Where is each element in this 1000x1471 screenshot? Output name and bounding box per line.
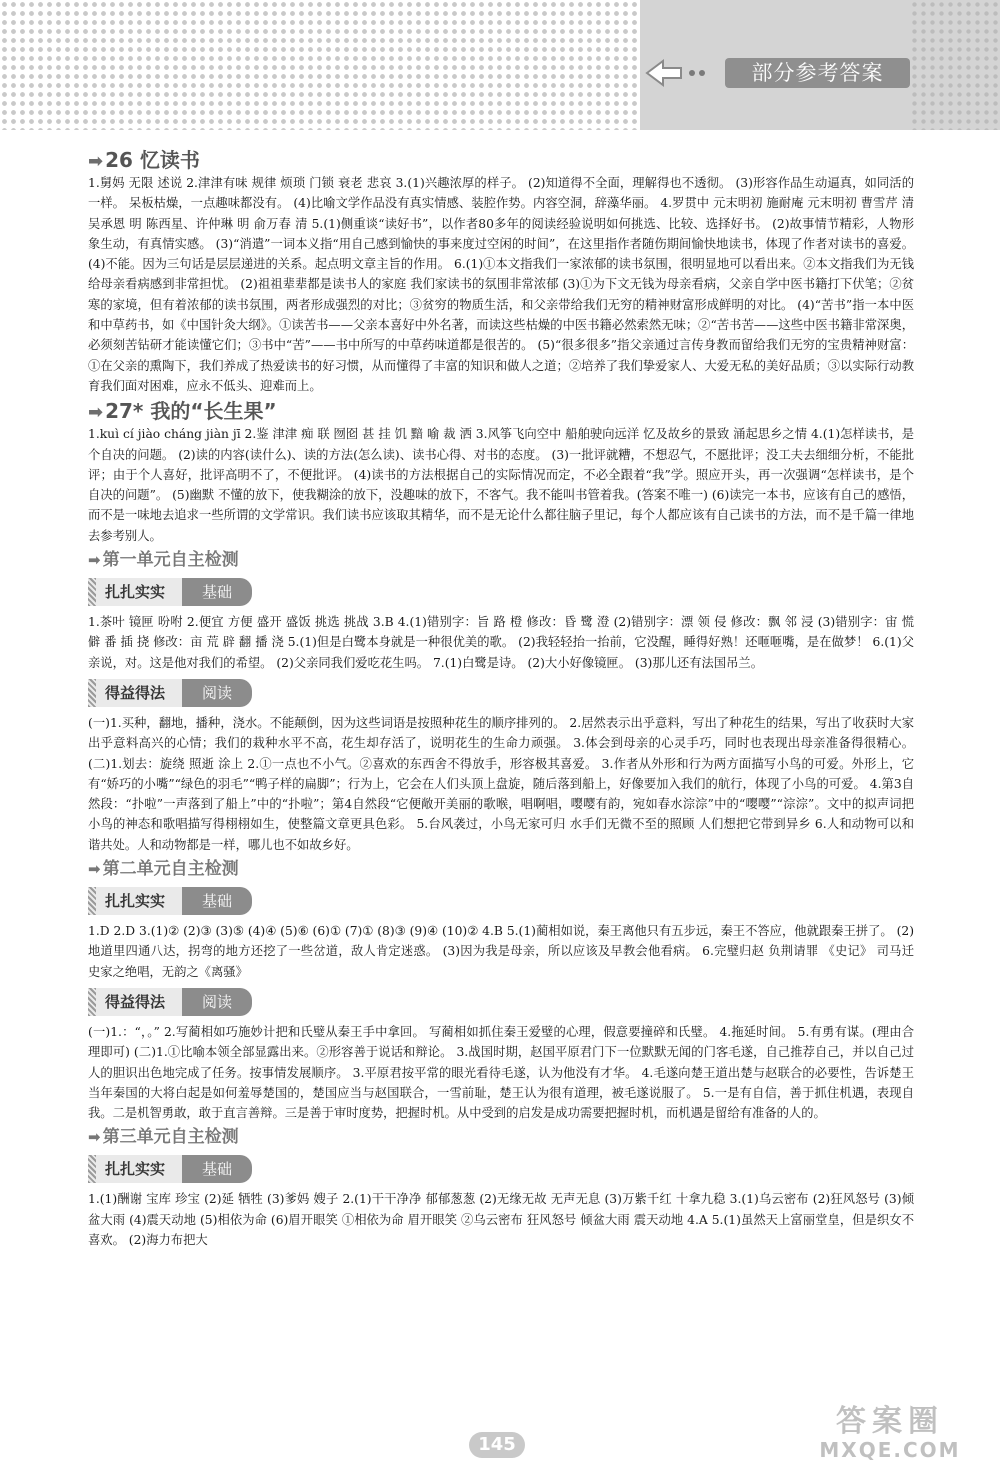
header-dot-pattern bbox=[0, 0, 640, 130]
unit-2-reading-answers: (一)1.：“，。” 2.写蔺相如巧施妙计把和氏璧从秦王手中拿回。 写蔺相如抓住秦王爱璧的心理，假意要撞碎和氏璧。 4.拖延时间。 5.有勇有谋。(理由合理即可) (二)1.①比喻本领全部显露出来。②形容善于说话和辩论。 3.战国时期，赵国平原君门下一位默默无闻的门客毛遂，自己推荐自己，并以自己过人的胆识出色地完成了任务。按事情发展顺序。 3.平原君按平常的眼光看待毛遂，认为他没有才华。 4.毛遂向楚王道出楚与赵联合的必要性，告诉楚王当年秦国的大将白起是如何羞辱楚国的，楚国应当与赵国联合，一雪前耻，楚王认为很有道理，被毛遂说服了。 5.一是有自信，善于抓住机遇，表现自我。二是机智勇敢，敢于直言善辩。三是善于审时度势，把握时机。从中受到的启发是成功需要把握时机，而机遇是留给有准备的人的。 bbox=[88, 1024, 914, 1121]
arrow-right-icon: ➡ bbox=[88, 151, 104, 172]
lesson-26-answers: 1.舅妈 无限 述说 2.津津有味 规律 烦琐 门锁 衰老 悲哀 3.(1)兴趣浓厚的样子。 (2)知道得不全面，理解得也不透彻。 (3)形容作品生动逼真，如同活的一样。 呆板枯燥，一点趣味都没有。 (4)比喻文学作品没有真实情感、装腔作势。内容空洞，辞藻华丽。 4.罗贯中 元末明初 施耐庵 元末明初 曹雪芹 清 吴承恩 明 陈西星、许仲琳 明 俞万春 清 5.(1)侧重谈“读好书”，以作者80多年的阅读经验说明如何挑选、比较、选择好书。 (2)故事情节精彩，人物形象生动，有真情实感。 (3)“消遣”一词本义指“用自己感到愉快的事来度过空闲的时间”，在这里指作者随伤期间愉快地读书，体现了作者对读书的喜爱。 (4)不能。因为三句话是层层递进的关系。起点明文章主旨的作用。 6.(1)①本文指我们一家浓郁的读书氛围，很明显地可以看出来。②本文指我们为无钱给母亲看病感到非常担忧。 (2)祖祖辈辈都是读书人的家庭 我们家读书的氛围非常浓郁 (3)①为下文无钱为母亲看病，父亲自学中医书籍打下伏笔；②贫寒的家境，但有着浓郁的读书氛围，两者形成强烈的对比；③贫穷的物质生活，和父亲带给我们无穷的精神财富形成鲜明的对比。 (4)“苦书”指一本中医和中草药书，如《中国针灸大纲》。①读苦书——父亲本喜好中外名著，而读这些枯燥的中医书籍必然索然无味；②“苦书苦——这些中医书籍非常深奥，必须刻苦钻研才能读懂它们；③书中“苦”——书中所写的中草药味道都是很苦的。 (5)“很多很多”指父亲通过言传身教而留给我们无穷的宝贵精神财富：①在父亲的熏陶下，我们养成了热爱读书的好习惯，从而懂得了丰富的知识和做人之道；②培养了我们挚爱家人、大爱无私的美好品质；③以实际行动教育我们面对困难，应永不低头、迎难而上。 bbox=[88, 176, 914, 393]
header-dot-pattern-right bbox=[910, 0, 1000, 130]
page-number: 145 bbox=[469, 1432, 525, 1458]
lesson-26-title: ➡ 26 忆读书 bbox=[88, 148, 200, 172]
basics-badge: 扎扎实实 基础 bbox=[88, 578, 258, 606]
unit-2-title: ➡ 第二单元自主检测 bbox=[88, 859, 239, 880]
watermark-logo: 答案圈 MXQE.COM bbox=[819, 1404, 961, 1462]
unit-1-basics-answers: 1.茶叶 镜匣 吩咐 2.便宜 方便 盛开 盛饭 挑选 挑战 3.B 4.(1)错别字：旨 路 橙 修改：昏 鹭 澄 (2)错别字：漂 领 侵 修改：飘 邻 浸 (3)错别字：宙 慌 僻 番 插 挠 修改：亩 荒 辟 翻 播 浇 5.(1)但是白鹭本身就是一种很优美的歌。 (2)我轻轻抬一抬前，它没醒，睡得好熟！还咂咂嘴，是在做梦！ 6.(1)父亲说，对。这是他对我们的希望。 (2)父亲同我们爱吃花生吗。 7.(1)白鹭是诗。 (2)大小好像镜匣。 (3)那儿还有法国吊兰。 bbox=[88, 615, 914, 670]
lesson-27-answers: 1.kuì cí jiào cháng jiàn jī 2.鉴 津津 痴 联 囫囵 甚 挂 饥 黯 喻 裁 洒 3.风筝飞向空中 船舶驶向远洋 忆及故乡的景致 涌起思乡之情 4.(1)怎样读书，是个自决的问题。 (2)读的内容(读什么)、读的方法(怎么读)、读书心得、对书的态度。 (3)一批评就糟，不想忍气，不愿批评；没工夫去细细分析，不能批评；由于个人喜好，批评高明不了，不便批评。 (4)读书的方法根据自己的实际情况而定，不必全跟着“我”学。照应开头，再一次强调“怎样读书，是个自决的问题”。 (5)幽默 不懂的放下，使我糊涂的放下，没趣味的放下，不客气。我不能叫书管着我。(答案不唯一) (6)读完一本书，应该有自己的感悟，而不是一味地去追求一些所谓的文学常识。我们读书应该取其精华，而不是无论什么都往脑子里记，每个人都应该有自己读书的方法，而不是千篇一律地去参考别人。 bbox=[88, 427, 914, 543]
unit-1-title: ➡ 第一单元自主检测 bbox=[88, 550, 239, 571]
header-title: 部分参考答案 bbox=[725, 58, 910, 88]
arrow-right-icon: ➡ bbox=[88, 860, 101, 879]
unit-2-basics-answers: 1.D 2.D 3.(1)② (2)③ (3)⑤ (4)④ (5)⑥ (6)① (7)① (8)③ (9)④ (10)② 4.B 5.(1)蔺相如说，秦王离他只有五步远，秦王不答应，他就跟秦王拼了。 (2)地道里四通八达，拐弯的地方还挖了一些岔道，敌人肯定迷惑。 (3)因为我是母亲，所以应该及早教会他看病。 6.完璧归赵 负荆请罪 《史记》 司马迁 史家之绝唱，无韵之《离骚》 bbox=[88, 924, 914, 979]
reading-badge: 得益得法 阅读 bbox=[88, 988, 258, 1016]
arrow-right-icon: ➡ bbox=[88, 1128, 101, 1147]
unit-3-basics-answers: 1.(1)酬谢 宝库 珍宝 (2)延 牺牲 (3)爹妈 嫂子 2.(1)干干净净 郁郁葱葱 (2)无缘无故 无声无息 (3)万紫千红 十拿九稳 3.(1)乌云密布 (2)狂风怒号 (3)倾盆大雨 (4)震天动地 (5)相依为命 (6)眉开眼笑 ①相依为命 眉开眼笑 ②乌云密布 狂风怒号 倾盆大雨 震天动地 4.A 5.(1)虽然天上富丽堂皇，但是织女不喜欢。 (2)海力布把大 bbox=[88, 1192, 914, 1247]
answer-content bbox=[88, 145, 914, 1250]
unit-3-title: ➡ 第三单元自主检测 bbox=[88, 1127, 239, 1148]
basics-badge: 扎扎实实 基础 bbox=[88, 1155, 258, 1183]
unit-1-reading-answers: (一)1.买种，翻地，播种，浇水。不能颠倒，因为这些词语是按照种花生的顺序排列的。 2.居然表示出乎意料，写出了种花生的结果，写出了收获时大家出乎意料高兴的心情；我们的栽种水平不高，花生却存活了，说明花生的生命力顽强。 3.体会到母亲的心灵手巧，同时也表现出母亲准备得很精心。 (二)1.划去：旋绕 照逝 涂上 2.①一点也不小气。②喜欢的东西舍不得放手，形容极其喜爱。 3.作者从外形和行为两方面描写小鸟的可爱。外形上，它有“娇巧的小嘴”“绿色的羽毛”“鸭子样的扁脚”；行为上，它会在人们头顶上盘旋，随后落到船上，好像要加入我们的航行，体现了小鸟的可爱。 4.第3自然段：“扑啦”一声落到了船上”中的“扑啦”；第4自然段“它便敞开美丽的歌喉，唱啊唱，嘤嘤有韵，宛如春水淙淙”中的“嘤嘤”“淙淙”。文中的拟声词把小鸟的神态和歌唱描写得栩栩如生，使整篇文章更具色彩。 5.台风袭过，小鸟无家可归 水手们无微不至的照顾 人们想把它带到异乡 6.人和动物可以和谐共处。人和动物都是一样，哪儿也不如故乡好。 bbox=[88, 715, 914, 852]
arrow-left-icon bbox=[645, 58, 715, 88]
lesson-27-title: ➡ 27* 我的“长生果” bbox=[88, 399, 277, 424]
reading-badge: 得益得法 阅读 bbox=[88, 679, 258, 707]
arrow-right-icon: ➡ bbox=[88, 551, 101, 570]
arrow-right-icon: ➡ bbox=[88, 402, 104, 424]
basics-badge: 扎扎实实 基础 bbox=[88, 887, 258, 915]
